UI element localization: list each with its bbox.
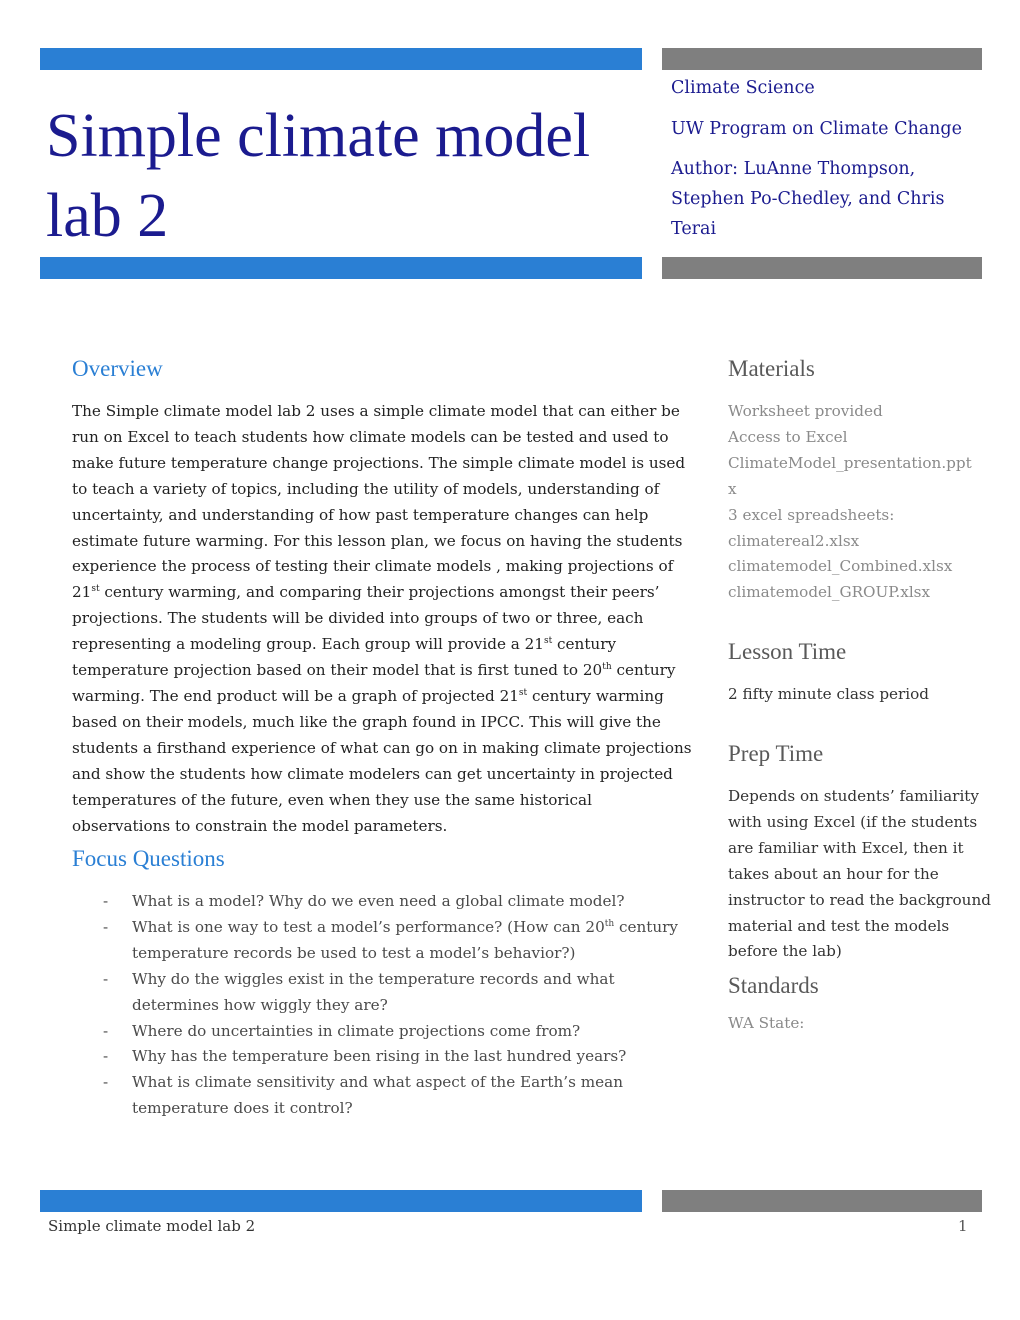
list-item: - What is climate sensitivity and what aspect of the Earth’s mean temperature does it control? <box>100 1070 700 1122</box>
footer-bar-right <box>662 1190 982 1212</box>
overview-text-4: century warming. The end product will be a graph of projected 21 <box>72 661 676 705</box>
list-item: - What is a model? Why do we even need a global climate model? <box>100 889 700 915</box>
header-bar-bottom-left <box>40 257 642 279</box>
overview-sup-3: th <box>602 662 612 673</box>
prep-time-text: Depends on students’ familiarity with using Excel (if the students are familiar with Excel, then it takes about an hour for the instructor to read the background material and test the models before the lab) <box>728 787 991 961</box>
author-line-1: Author: LuAnne Thompson, <box>671 159 916 179</box>
list-item: - Why has the temperature been rising in the last hundred years? <box>100 1044 700 1070</box>
prep-time-heading: Prep Time <box>728 741 824 766</box>
document-meta <box>671 72 991 244</box>
list-item: Worksheet provided <box>728 402 883 420</box>
list-item: x <box>728 479 737 498</box>
subject-label: Climate Science <box>671 78 815 98</box>
author-line-2: Stephen Po-Chedley, and Chris <box>671 189 945 209</box>
overview-sup-1: st <box>91 584 100 595</box>
lesson-time-heading: Lesson Time <box>728 639 847 664</box>
focus-questions-list <box>100 889 700 1122</box>
materials-list <box>728 399 998 606</box>
footer-bar-left <box>40 1190 642 1212</box>
list-item: Access to Excel <box>728 427 848 446</box>
focus-questions-heading: Focus Questions <box>72 846 225 871</box>
overview-text-1: The Simple climate model lab 2 uses a simple climate model that can either be run on Excel to teach students how climate models can be tested and used to make future temperature change projections. The simple climate model is used to teach a variety of topics, including the utility of models, understanding of uncertainty, and understanding of how past temperature changes can help estimate future warming. For this lesson plan, we focus on having the students experience the process of testing their climate models , making projections of 21 <box>72 402 686 602</box>
page-title <box>46 96 646 256</box>
title-line-2: lab 2 <box>46 182 169 250</box>
program-label: UW Program on Climate Change <box>671 119 962 139</box>
header-bar-top-left <box>40 48 642 70</box>
list-item: climatereal2.xlsx <box>728 531 860 550</box>
list-item: climatemodel_Combined.xlsx <box>728 557 953 576</box>
footer-title: Simple climate model lab 2 <box>48 1217 256 1235</box>
overview-heading: Overview <box>72 356 163 381</box>
page-number: 1 <box>958 1217 968 1235</box>
overview-paragraph <box>72 399 694 839</box>
list-item: - Where do uncertainties in climate projections come from? <box>100 1019 700 1045</box>
lesson-time-text: 2 fifty minute class period <box>728 685 930 703</box>
overview-sup-4: st <box>518 687 528 698</box>
list-item: climatemodel_GROUP.xlsx <box>728 583 931 602</box>
title-line-1: Simple climate model <box>46 102 591 170</box>
list-item: - Why do the wiggles exist in the temperature records and what determines how wiggly they are? <box>100 967 700 1019</box>
standards-heading: Standards <box>728 973 819 998</box>
header-bar-top-right <box>662 48 982 70</box>
list-item: ClimateModel_presentation.ppt <box>728 453 972 472</box>
list-item: 3 excel spreadsheets: <box>728 505 895 524</box>
header-bar-bottom-right <box>662 257 982 279</box>
overview-text-5: century warming based on their models, much like the graph found in IPCC. This will give the students a firsthand experience of what can go on in making climate projections and show the students how climate modelers can get uncertainty in projected temperatures of the future, even when they use the same historical observations to constrain the model parameters. <box>72 686 692 835</box>
overview-text-3: century temperature projection based on their model that is first tuned to 20 <box>72 635 617 680</box>
materials-heading: Materials <box>728 356 815 381</box>
overview-text-2: century warming, and comparing their projections amongst their peers’ projections. The students will be divided into groups of two or three, each representing a modeling group. Each group will provide a 21 <box>72 583 660 654</box>
overview-sup-2: st <box>543 636 553 647</box>
list-item: - What is one way to test a model’s performance? (How can 20th century temperature records be used to test a model’s behavior?) <box>100 915 700 967</box>
author-line-3: Terai <box>671 219 717 239</box>
standards-text: WA State: <box>728 1014 805 1032</box>
